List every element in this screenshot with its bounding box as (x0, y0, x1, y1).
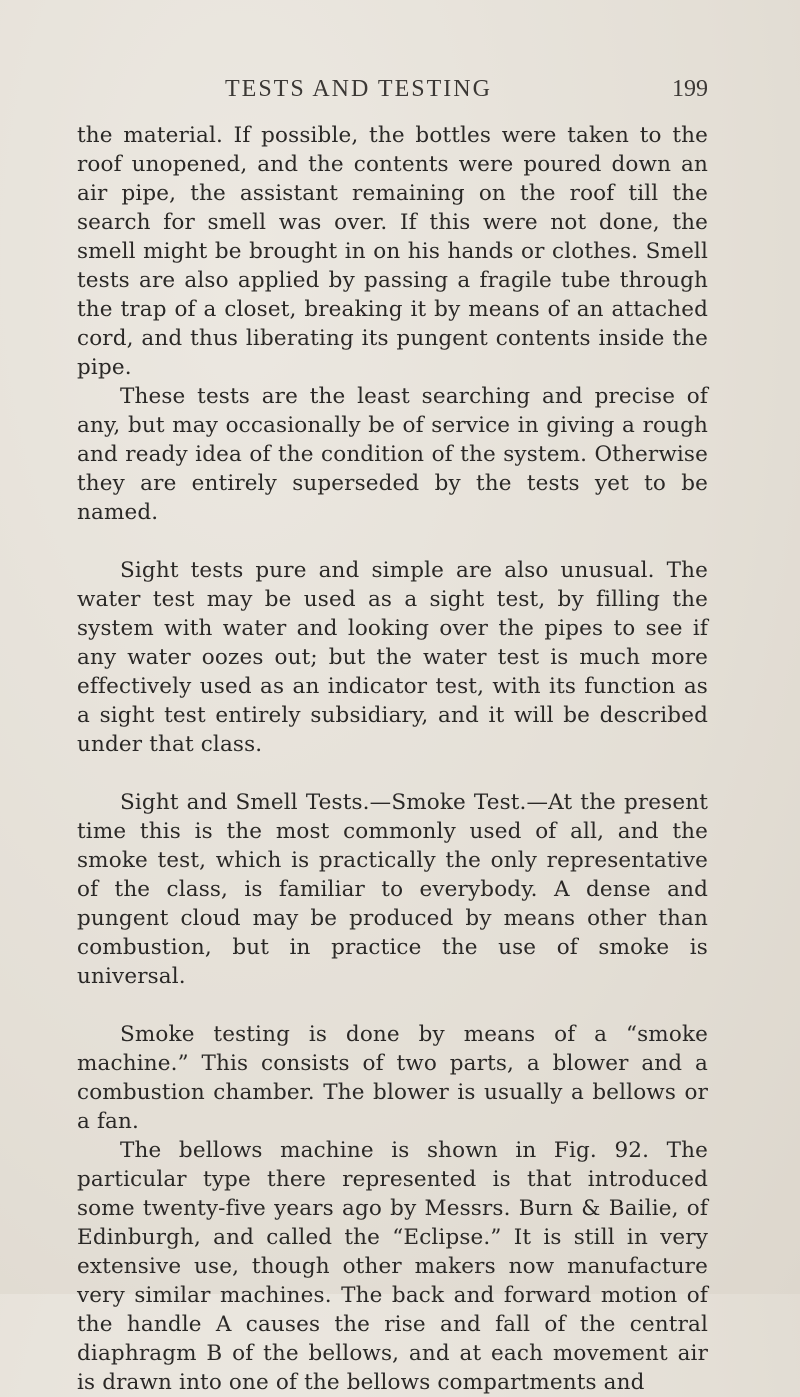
paragraph-bellows-machine: The bellows machine is shown in Fig. 92. The particular type there represented is that introduced some twenty-five years ago by Messrs. Burn & Bailie, of Edinburgh, and called the “Eclipse.” It is still in very extensive use, though other makers now manufacture very similar machines. The back and forward motion of the handle A causes the rise and fall of the central diaphragm B of the bellows, and at each movement air is drawn into one of the bellows compartments and (77, 1138, 708, 1395)
body-text (77, 121, 708, 1397)
running-head (80, 76, 708, 106)
paragraph-smoke-test: Sight and Smell Tests.—Smoke Test.—At the present time this is the most commonly used of all, and the smoke test, which is practically the only representative of the class, is familiar to everybody. A dense and pungent cloud may be produced by means other than combustion, but in practice the use of smoke is universal. (77, 790, 708, 989)
page-number: 199 (672, 76, 708, 102)
paragraph-sight-tests: Sight tests pure and simple are also unusual. The water test may be used as a sight test, by filling the system with water and looking over the pipes to see if any water oozes out; but the water test is much more effectively used as an indicator test, with its function as a sight test entirely subsidiary, and it will be described under that class. (77, 558, 708, 757)
running-title: TESTS AND TESTING (225, 76, 492, 102)
paragraph-tests-summary: These tests are the least searching and precise of any, but may occasionally be of service in giving a rough and ready idea of the condition of the system. Otherwise they are entirely superseded by the tests yet to be named. (77, 384, 708, 525)
paragraph-continuation: the material. If possible, the bottles were taken to the roof unopened, and the contents were poured down an air pipe, the assistant remaining on the roof till the search for smell was over. If this were not done, the smell might be brought in on his hands or clothes. Smell tests are also applied by passing a fragile tube through the trap of a closet, breaking it by means of an attached cord, and thus liberating its pungent contents inside the pipe. (77, 123, 708, 380)
paragraph-smoke-machine: Smoke testing is done by means of a “smoke machine.” This consists of two parts, a blower and a combustion chamber. The blower is usually a bellows or a fan. (77, 1022, 708, 1134)
